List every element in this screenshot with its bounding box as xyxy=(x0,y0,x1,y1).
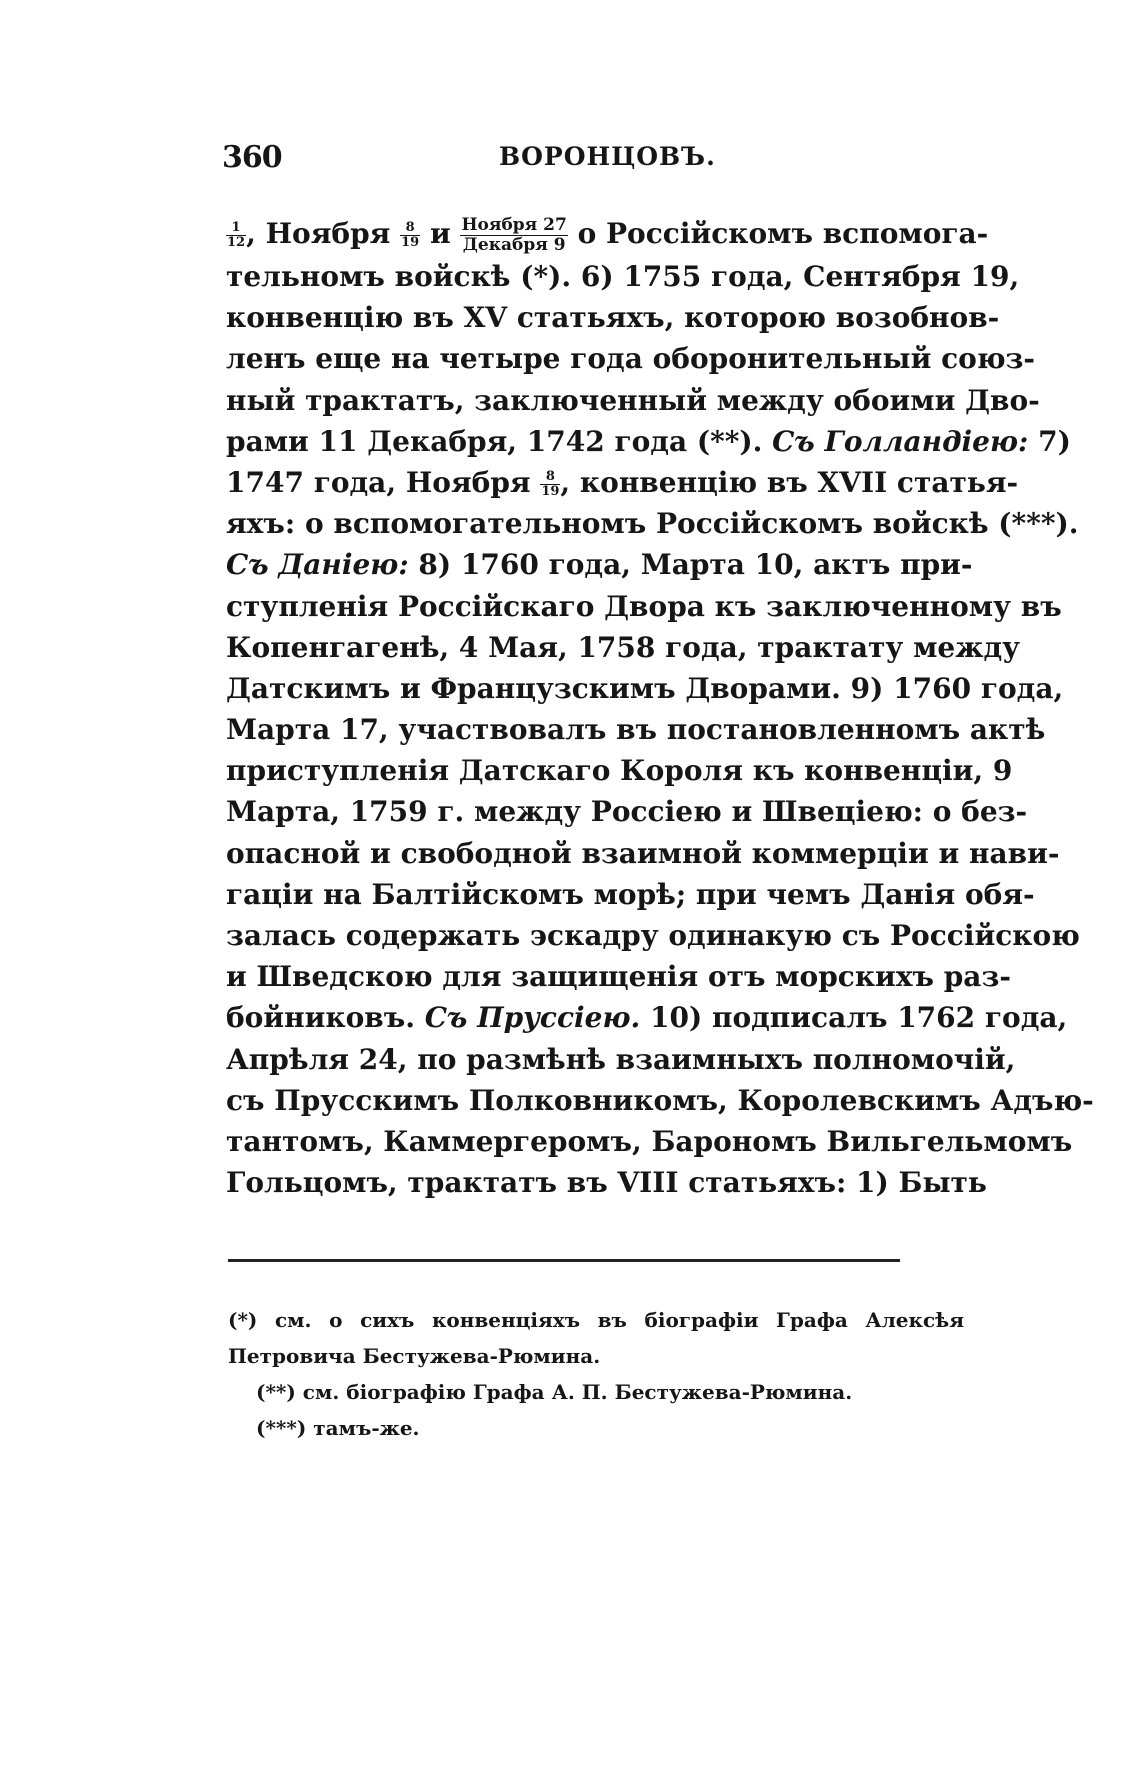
text-line: Копенгагенѣ, 4 Мая, 1758 года, трактату между xyxy=(226,630,1021,664)
text-line: приступленія Датскаго Короля къ конвенціи, 9 xyxy=(226,754,1013,788)
body-text xyxy=(226,206,1094,1203)
text-line: ступленія Россійскаго Двора къ заключенному въ xyxy=(226,589,1062,623)
section-label: Съ Голландіею: xyxy=(772,424,1029,458)
text-line: опасной и свободной взаимной коммерціи и нави- xyxy=(226,836,1060,870)
text-line: бойниковъ. Съ Пруссіею. 10) подписалъ 1762 года, xyxy=(226,1001,1068,1035)
text-line: Марта 17, участвовалъ въ постановленномъ актѣ xyxy=(226,713,1046,747)
text-line: яхъ: о вспомогательномъ Россійскомъ войскѣ (***). xyxy=(226,507,1079,541)
footnote-3: (***) тамъ-же. xyxy=(256,1416,420,1440)
text-line-1: $\frac{1}{12}$ , Ноября $\frac{8}{19}$ и $\frac{\text{Ноября 27}}{\text{Декабря 9}}$ о Россійскомъ вспомога- xyxy=(227,215,989,255)
date-fraction: $\frac{\text{Ноября 27}}{\text{Декабря 9}}$ xyxy=(461,215,567,255)
text-line: ный трактатъ, заключенный между обоими Дво- xyxy=(226,383,1040,417)
text-line: тантомъ, Каммергеромъ, Барономъ Вильгельмомъ xyxy=(226,1124,1073,1158)
text-line: Гольцомъ, трактатъ въ VIII статьяхъ: 1) Быть xyxy=(226,1166,987,1200)
text-line: Марта, 1759 г. между Россіею и Швеціею: о без- xyxy=(226,795,1028,829)
text-line: 1747 года, Ноября $\frac{8}{19}$ , конвенцію въ XVII статья- xyxy=(226,465,1019,499)
fraction: $\frac{1}{12}$ xyxy=(227,220,246,250)
footnote-divider xyxy=(228,1259,900,1262)
page-number: 360 xyxy=(222,140,282,175)
text-line: Апрѣля 24, по размѣнѣ взаимныхъ полномочій, xyxy=(226,1042,1016,1076)
text-line: рами 11 Декабря, 1742 года (**). Съ Голландіею: 7) xyxy=(226,424,1071,458)
text-line: залась содержать эскадру одинакую съ Россійскою xyxy=(226,919,1080,952)
text-line: гаціи на Балтійскомъ морѣ; при чемъ Данія обя- xyxy=(226,877,1035,911)
footnote-1: (*) см. о сихъ конвенціяхъ въ біографіи Графа Алексѣя Петровича Бестужева-Рюмина. xyxy=(228,1308,964,1368)
text-line: съ Прусскимъ Полковникомъ, Королевскимъ Адъю- xyxy=(226,1083,1094,1117)
section-label: Съ Пруссіею. xyxy=(424,1001,641,1035)
footnotes xyxy=(228,1302,964,1446)
text-line: конвенцію въ XV статьяхъ, которою возобнов- xyxy=(226,301,1000,335)
running-title: ВОРОНЦОВЪ. xyxy=(499,142,716,171)
text-line: и Шведскою для защищенія отъ морскихъ раз- xyxy=(226,960,1011,994)
text-line: тельномъ войскѣ (*). 6) 1755 года, Сентября 19, xyxy=(226,260,1020,293)
fraction: $\frac{8}{19}$ xyxy=(401,220,420,250)
text-line: Датскимъ и Французскимъ Дворами. 9) 1760 года, xyxy=(226,671,1064,705)
text-line: ленъ еще на четыре года оборонительный союз- xyxy=(226,342,1036,376)
text-line: Съ Даніею: 8) 1760 года, Марта 10, актъ при- xyxy=(226,548,973,582)
page-header xyxy=(222,140,962,188)
footnote-2: (**) см. біографію Графа А. П. Бестужева-Рюмина. xyxy=(256,1380,853,1404)
section-label: Съ Даніею: xyxy=(226,548,409,582)
fraction: $\frac{8}{19}$ xyxy=(541,468,560,499)
